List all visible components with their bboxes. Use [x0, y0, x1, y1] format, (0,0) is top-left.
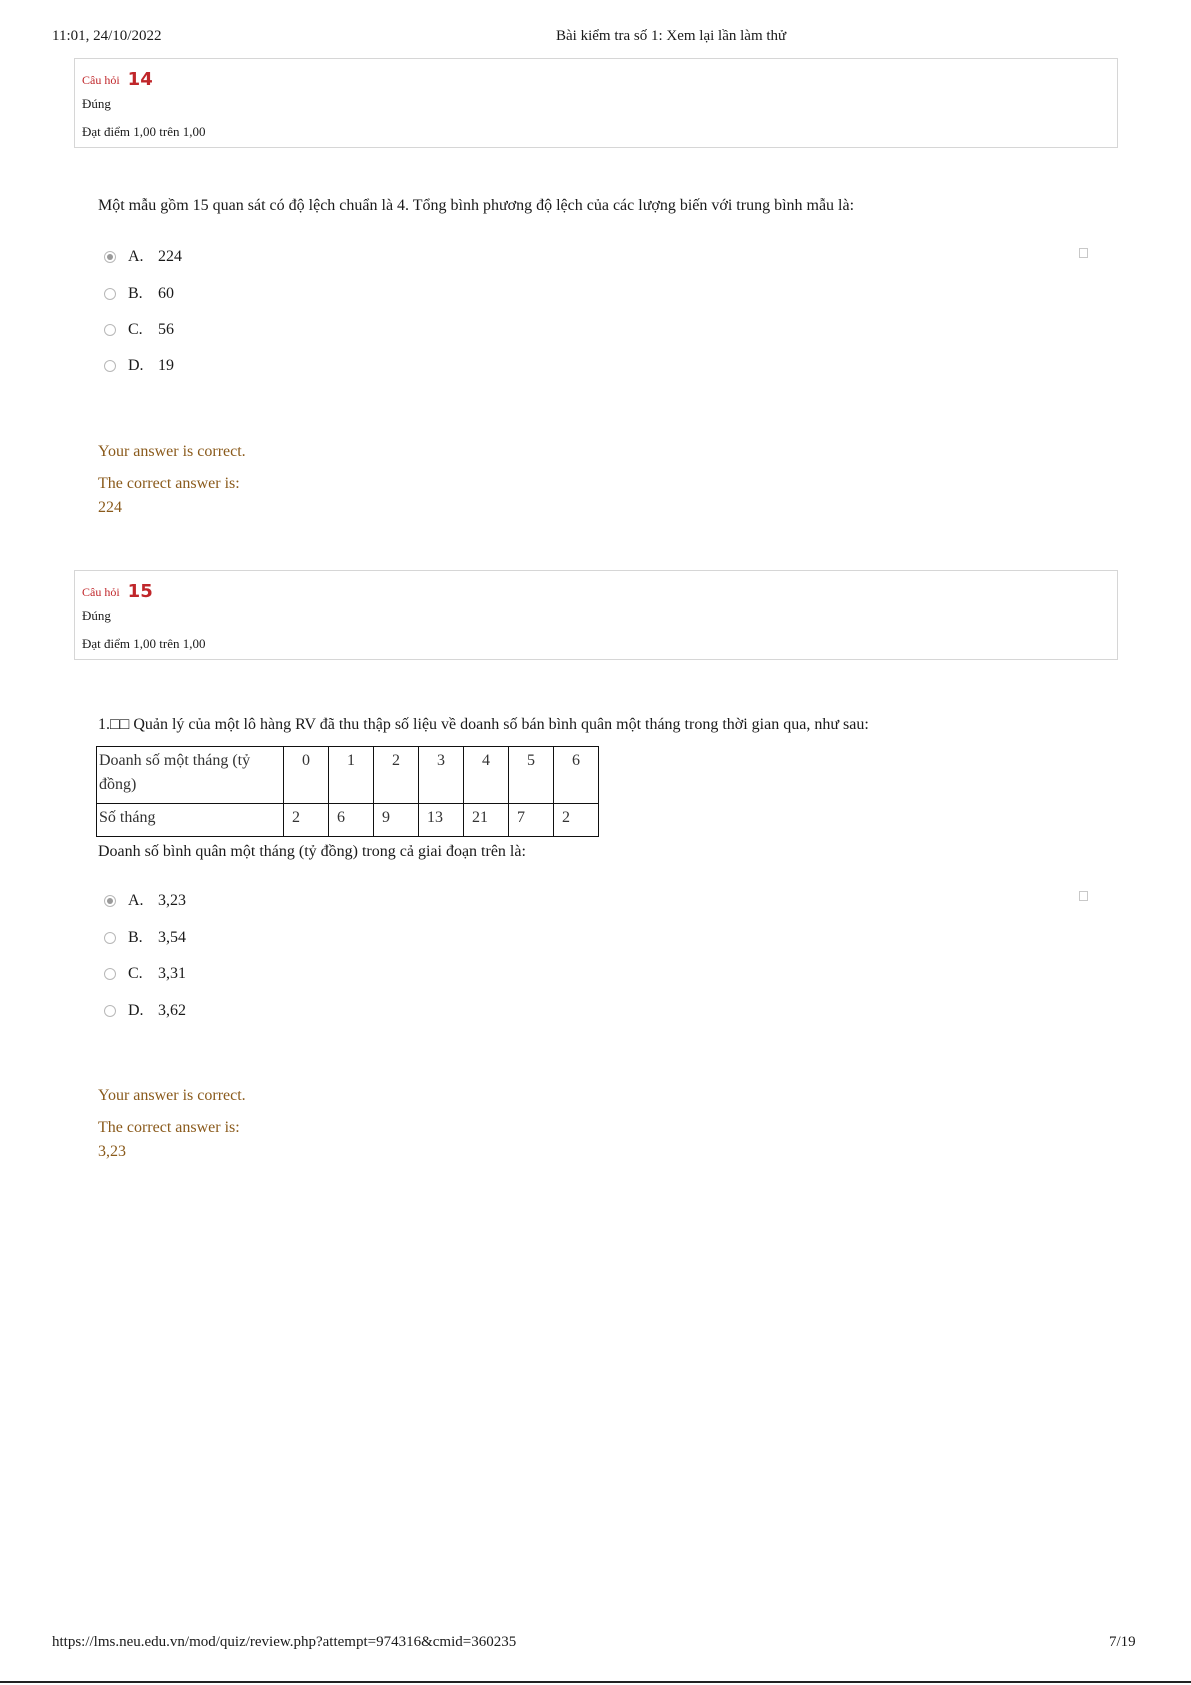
table-cell: 9: [374, 804, 419, 837]
radio-button[interactable]: [104, 895, 116, 907]
table-cell: 5: [509, 747, 554, 804]
right-answer-label: The correct answer is:: [98, 1119, 240, 1136]
table-cell: 0: [284, 747, 329, 804]
question-number-label: Câu hỏi 15: [82, 581, 153, 602]
divider: [0, 1681, 1191, 1683]
question-state: Đúng: [82, 608, 111, 623]
question-number: 14: [127, 69, 153, 90]
question-text: 1.□□ Quản lý của một lô hàng RV đã thu thập số liệu về doanh số bán bình quân một tháng trong thời gian qua, như sau:: [98, 716, 869, 733]
sales-table: [96, 746, 599, 837]
radio-button[interactable]: [104, 1005, 116, 1017]
flag-icon[interactable]: [1079, 891, 1088, 901]
table-cell: 2: [284, 804, 329, 837]
question-grade: Đạt điểm 1,00 trên 1,00: [82, 124, 206, 139]
question-info-box: [74, 570, 1118, 660]
page-title: Bài kiểm tra số 1: Xem lại lần làm thử: [556, 28, 787, 44]
page-number: 7/19: [1109, 1634, 1136, 1650]
table-cell: 21: [464, 804, 509, 837]
table-row: [97, 747, 599, 804]
feedback-text: Your answer is correct.: [98, 443, 246, 460]
radio-button[interactable]: [104, 932, 116, 944]
radio-button[interactable]: [104, 360, 116, 372]
table-cell: 4: [464, 747, 509, 804]
table-row-header: Doanh số một tháng (tỷ đồng): [97, 747, 284, 804]
table-cell: 2: [554, 804, 599, 837]
radio-button[interactable]: [104, 324, 116, 336]
table-row: [97, 804, 599, 837]
table-cell: 6: [554, 747, 599, 804]
table-cell: 13: [419, 804, 464, 837]
right-answer-label: The correct answer is:: [98, 475, 240, 492]
radio-button[interactable]: [104, 288, 116, 300]
table-cell: 7: [509, 804, 554, 837]
print-datetime: 11:01, 24/10/2022: [52, 28, 162, 44]
question-state: Đúng: [82, 96, 111, 111]
radio-button[interactable]: [104, 968, 116, 980]
flag-icon[interactable]: [1079, 248, 1088, 258]
feedback-text: Your answer is correct.: [98, 1087, 246, 1104]
question-subtext: Doanh số bình quân một tháng (tỷ đồng) trong cả giai đoạn trên là:: [98, 843, 526, 860]
right-answer-value: 224: [98, 499, 122, 516]
table-row-header: Số tháng: [97, 804, 284, 837]
table-cell: 2: [374, 747, 419, 804]
footer-url: https://lms.neu.edu.vn/mod/quiz/review.php?attempt=974316&cmid=360235: [52, 1634, 517, 1650]
question-number: 15: [127, 581, 153, 602]
table-cell: 3: [419, 747, 464, 804]
table-cell: 6: [329, 804, 374, 837]
table-cell: 1: [329, 747, 374, 804]
question-info-box: [74, 58, 1118, 148]
radio-button[interactable]: [104, 251, 116, 263]
question-grade: Đạt điểm 1,00 trên 1,00: [82, 636, 206, 651]
question-text: Một mẫu gồm 15 quan sát có độ lệch chuẩn là 4. Tổng bình phương độ lệch của các lượng biến với trung bình mẫu là:: [98, 197, 855, 214]
question-number-label: Câu hỏi 14: [82, 69, 153, 90]
right-answer-value: 3,23: [98, 1143, 126, 1160]
